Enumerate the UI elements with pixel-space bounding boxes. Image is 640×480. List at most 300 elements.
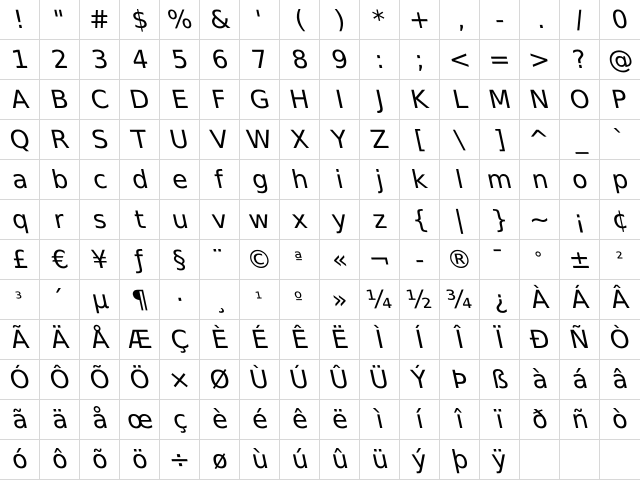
glyph-cell[interactable] <box>360 120 400 160</box>
glyph-cell[interactable] <box>240 40 280 80</box>
glyph-character: © <box>243 245 276 274</box>
glyph-character: E <box>168 85 191 114</box>
glyph-cell[interactable] <box>240 400 280 440</box>
glyph-character: i <box>332 165 347 194</box>
glyph-cell[interactable] <box>320 400 360 440</box>
glyph-cell[interactable] <box>40 280 80 320</box>
glyph-cell[interactable] <box>200 80 240 120</box>
glyph-character: . <box>532 5 547 34</box>
glyph-cell[interactable] <box>520 40 560 80</box>
glyph-cell[interactable] <box>120 360 160 400</box>
glyph-cell[interactable] <box>120 160 160 200</box>
glyph-cell[interactable] <box>560 0 600 40</box>
glyph-character: Æ <box>124 325 155 354</box>
glyph-character: Á <box>567 285 592 314</box>
glyph-character: ² <box>614 249 626 269</box>
glyph-character: J <box>372 85 387 114</box>
glyph-character: S <box>88 125 111 154</box>
glyph-cell[interactable] <box>440 40 480 80</box>
glyph-cell[interactable] <box>360 320 400 360</box>
glyph-character: X <box>287 125 312 154</box>
glyph-character: ¡ <box>571 205 588 234</box>
glyph-cell[interactable] <box>480 40 520 80</box>
glyph-character: Î <box>452 325 467 354</box>
glyph-character: A <box>7 85 32 114</box>
glyph-cell[interactable] <box>200 400 240 440</box>
glyph-character: ï <box>492 405 507 434</box>
glyph-cell[interactable] <box>440 440 480 480</box>
glyph-cell[interactable] <box>160 360 200 400</box>
glyph-cell[interactable] <box>280 440 320 480</box>
glyph-character: Õ <box>86 365 113 394</box>
glyph-character: « <box>328 245 351 274</box>
glyph-cell[interactable] <box>240 160 280 200</box>
glyph-character: " <box>50 5 69 34</box>
glyph-cell[interactable] <box>80 360 120 400</box>
glyph-cell[interactable] <box>40 0 80 40</box>
glyph-cell[interactable] <box>600 400 640 440</box>
glyph-cell[interactable] <box>240 200 280 240</box>
glyph-cell[interactable] <box>0 120 40 160</box>
glyph-cell[interactable] <box>160 200 200 240</box>
glyph-cell[interactable] <box>360 240 400 280</box>
glyph-cell[interactable] <box>200 0 240 40</box>
glyph-character: ç <box>169 405 190 434</box>
glyph-cell[interactable] <box>520 200 560 240</box>
glyph-character: ã <box>8 405 31 434</box>
glyph-cell[interactable] <box>480 440 520 480</box>
glyph-cell[interactable] <box>480 200 520 240</box>
glyph-character: ® <box>443 245 476 274</box>
glyph-cell[interactable] <box>520 0 560 40</box>
glyph-character: Ú <box>287 365 312 394</box>
glyph-cell[interactable] <box>480 320 520 360</box>
glyph-character: f <box>212 165 227 194</box>
glyph-cell[interactable] <box>400 240 440 280</box>
glyph-character: ¢ <box>608 205 632 234</box>
glyph-cell[interactable] <box>80 320 120 360</box>
glyph-cell[interactable] <box>80 120 120 160</box>
glyph-character: ù <box>248 445 271 474</box>
glyph-character: 7 <box>248 45 271 74</box>
glyph-cell[interactable] <box>320 0 360 40</box>
glyph-cell[interactable] <box>440 240 480 280</box>
glyph-character: ( <box>291 5 308 34</box>
glyph-cell[interactable] <box>600 360 640 400</box>
glyph-character: Ý <box>408 365 431 394</box>
glyph-character: T <box>128 125 151 154</box>
glyph-character: õ <box>88 445 111 474</box>
glyph-cell[interactable] <box>320 360 360 400</box>
glyph-cell[interactable] <box>440 0 480 40</box>
glyph-cell[interactable] <box>120 0 160 40</box>
glyph-cell[interactable] <box>560 280 600 320</box>
glyph-character: 8 <box>288 45 311 74</box>
glyph-character: ÷ <box>165 445 194 474</box>
glyph-cell[interactable] <box>280 360 320 400</box>
glyph-cell[interactable] <box>0 0 40 40</box>
glyph-character: ƒ <box>132 245 147 274</box>
glyph-cell[interactable] <box>40 400 80 440</box>
glyph-cell[interactable] <box>80 40 120 80</box>
glyph-cell[interactable] <box>400 0 440 40</box>
glyph-cell[interactable] <box>0 400 40 440</box>
glyph-cell[interactable] <box>440 280 480 320</box>
glyph-cell[interactable] <box>360 80 400 120</box>
glyph-cell[interactable] <box>560 200 600 240</box>
glyph-character: ó <box>8 445 31 474</box>
glyph-character: ¸ <box>210 285 229 314</box>
glyph-cell[interactable] <box>280 160 320 200</box>
glyph-cell[interactable] <box>400 360 440 400</box>
glyph-character: ì <box>372 405 387 434</box>
glyph-cell[interactable] <box>560 320 600 360</box>
glyph-character: ¾ <box>444 285 475 314</box>
glyph-character: j <box>372 165 387 194</box>
glyph-cell[interactable] <box>560 40 600 80</box>
glyph-cell[interactable] <box>160 320 200 360</box>
glyph-character: Ì <box>372 325 387 354</box>
glyph-cell[interactable] <box>320 80 360 120</box>
glyph-cell[interactable] <box>360 440 400 480</box>
glyph-cell[interactable] <box>600 120 640 160</box>
glyph-cell[interactable] <box>400 320 440 360</box>
glyph-cell[interactable] <box>160 80 200 120</box>
glyph-character: è <box>208 405 231 434</box>
glyph-character: À <box>527 285 552 314</box>
glyph-cell[interactable] <box>160 160 200 200</box>
glyph-cell[interactable] <box>400 400 440 440</box>
glyph-character: } <box>488 205 511 234</box>
glyph-cell[interactable] <box>600 320 640 360</box>
glyph-cell[interactable] <box>320 160 360 200</box>
glyph-cell[interactable] <box>480 0 520 40</box>
glyph-cell[interactable] <box>600 40 640 80</box>
glyph-character: ÿ <box>489 445 510 474</box>
glyph-character: * <box>370 5 389 34</box>
glyph-cell[interactable] <box>560 160 600 200</box>
glyph-cell[interactable] <box>240 360 280 400</box>
glyph-character: î <box>452 405 467 434</box>
glyph-cell[interactable] <box>440 160 480 200</box>
glyph-cell[interactable] <box>440 360 480 400</box>
glyph-cell[interactable] <box>40 40 80 80</box>
glyph-character: Ã <box>7 325 32 354</box>
glyph-cell[interactable] <box>480 280 520 320</box>
glyph-cell[interactable] <box>80 80 120 120</box>
glyph-cell[interactable] <box>520 120 560 160</box>
glyph-cell[interactable] <box>600 440 640 480</box>
glyph-cell[interactable] <box>280 40 320 80</box>
glyph-cell[interactable] <box>0 40 40 80</box>
glyph-cell[interactable] <box>400 80 440 120</box>
glyph-character: ] <box>491 125 508 154</box>
glyph-character: { <box>408 205 431 234</box>
glyph-cell[interactable] <box>0 80 40 120</box>
glyph-cell[interactable] <box>320 320 360 360</box>
glyph-character: á <box>568 365 591 394</box>
glyph-character: ë <box>328 405 351 434</box>
glyph-character: c <box>89 165 110 194</box>
glyph-cell[interactable] <box>360 0 400 40</box>
glyph-cell[interactable] <box>40 440 80 480</box>
glyph-cell[interactable] <box>80 200 120 240</box>
glyph-cell[interactable] <box>280 280 320 320</box>
glyph-character: Ç <box>167 325 192 354</box>
glyph-cell[interactable] <box>400 200 440 240</box>
glyph-cell[interactable] <box>440 320 480 360</box>
glyph-character: 6 <box>208 45 231 74</box>
glyph-cell[interactable] <box>0 440 40 480</box>
glyph-cell[interactable] <box>520 160 560 200</box>
glyph-cell[interactable] <box>160 240 200 280</box>
glyph-cell[interactable] <box>120 240 160 280</box>
glyph-cell[interactable] <box>200 40 240 80</box>
glyph-cell[interactable] <box>480 160 520 200</box>
glyph-cell[interactable] <box>560 360 600 400</box>
glyph-cell[interactable] <box>120 120 160 160</box>
glyph-cell[interactable] <box>120 40 160 80</box>
glyph-cell[interactable] <box>160 0 200 40</box>
glyph-cell[interactable] <box>0 240 40 280</box>
glyph-character: ß <box>488 365 511 394</box>
glyph-cell[interactable] <box>560 400 600 440</box>
glyph-cell[interactable] <box>200 240 240 280</box>
glyph-cell[interactable] <box>520 240 560 280</box>
glyph-character: ¿ <box>489 285 510 314</box>
glyph-character: Ï <box>492 325 507 354</box>
glyph-cell[interactable] <box>80 0 120 40</box>
glyph-cell[interactable] <box>120 280 160 320</box>
glyph-cell[interactable] <box>40 120 80 160</box>
glyph-cell[interactable] <box>600 280 640 320</box>
glyph-character: m <box>484 165 515 194</box>
glyph-cell[interactable] <box>400 120 440 160</box>
glyph-cell[interactable] <box>520 320 560 360</box>
glyph-character: ð <box>528 405 551 434</box>
glyph-cell[interactable] <box>40 80 80 120</box>
glyph-character: £ <box>8 245 31 274</box>
glyph-character: ¯ <box>490 245 509 274</box>
glyph-character: ¨ <box>210 245 229 274</box>
glyph-cell[interactable] <box>560 440 600 480</box>
glyph-character: þ <box>448 445 471 474</box>
glyph-cell[interactable] <box>80 160 120 200</box>
glyph-cell[interactable] <box>480 240 520 280</box>
glyph-cell[interactable] <box>400 160 440 200</box>
glyph-cell[interactable] <box>240 120 280 160</box>
glyph-cell[interactable] <box>520 440 560 480</box>
glyph-character: L <box>449 85 470 114</box>
glyph-character: e <box>168 165 191 194</box>
glyph-cell[interactable] <box>520 80 560 120</box>
glyph-cell[interactable] <box>400 440 440 480</box>
glyph-cell[interactable] <box>160 280 200 320</box>
glyph-character: - <box>491 5 508 34</box>
glyph-character: Ò <box>607 325 633 354</box>
glyph-cell[interactable] <box>280 400 320 440</box>
glyph-cell[interactable] <box>400 280 440 320</box>
glyph-cell[interactable] <box>160 120 200 160</box>
glyph-cell[interactable] <box>160 440 200 480</box>
glyph-character: Û <box>327 365 352 394</box>
glyph-character: h <box>288 165 311 194</box>
glyph-cell[interactable] <box>200 160 240 200</box>
glyph-cell[interactable] <box>0 200 40 240</box>
glyph-cell[interactable] <box>120 400 160 440</box>
glyph-cell[interactable] <box>200 280 240 320</box>
glyph-character: ä <box>48 405 71 434</box>
glyph-cell[interactable] <box>160 400 200 440</box>
glyph-cell[interactable] <box>120 320 160 360</box>
glyph-cell[interactable] <box>200 320 240 360</box>
glyph-cell[interactable] <box>160 40 200 80</box>
glyph-cell[interactable] <box>320 40 360 80</box>
glyph-cell[interactable] <box>120 200 160 240</box>
glyph-character: â <box>609 365 631 394</box>
glyph-cell[interactable] <box>600 80 640 120</box>
glyph-character: Y <box>328 125 351 154</box>
glyph-character: H <box>287 85 312 114</box>
glyph-cell[interactable] <box>520 400 560 440</box>
glyph-cell[interactable] <box>240 320 280 360</box>
glyph-cell[interactable] <box>600 160 640 200</box>
glyph-cell[interactable] <box>280 0 320 40</box>
glyph-character: ^ <box>525 125 554 154</box>
glyph-cell[interactable] <box>240 240 280 280</box>
glyph-cell[interactable] <box>40 160 80 200</box>
glyph-cell[interactable] <box>0 320 40 360</box>
glyph-character: Ó <box>6 365 33 394</box>
glyph-character: Í <box>412 325 427 354</box>
glyph-character: 5 <box>168 45 191 74</box>
glyph-cell[interactable] <box>80 240 120 280</box>
glyph-cell[interactable] <box>200 200 240 240</box>
glyph-cell[interactable] <box>320 120 360 160</box>
glyph-cell[interactable] <box>360 40 400 80</box>
glyph-cell[interactable] <box>280 320 320 360</box>
glyph-character: × <box>165 365 194 394</box>
glyph-character: w <box>246 205 273 234</box>
glyph-cell[interactable] <box>440 200 480 240</box>
glyph-character: t <box>131 205 148 234</box>
glyph-cell[interactable] <box>360 400 400 440</box>
glyph-cell[interactable] <box>360 280 400 320</box>
glyph-cell[interactable] <box>560 240 600 280</box>
glyph-cell[interactable] <box>80 440 120 480</box>
glyph-character: Ä <box>47 325 72 354</box>
glyph-character: _ <box>570 125 589 154</box>
glyph-character: s <box>89 205 110 234</box>
glyph-character: 9 <box>328 45 351 74</box>
glyph-cell[interactable] <box>280 240 320 280</box>
glyph-character: ¶ <box>128 285 151 314</box>
glyph-character: € <box>48 245 71 274</box>
glyph-character: b <box>48 165 71 194</box>
glyph-character: ò <box>609 405 631 434</box>
glyph-cell[interactable] <box>280 120 320 160</box>
glyph-character: N <box>527 85 552 114</box>
glyph-cell[interactable] <box>320 280 360 320</box>
glyph-cell[interactable] <box>320 240 360 280</box>
glyph-character: ú <box>288 445 311 474</box>
glyph-cell[interactable] <box>440 400 480 440</box>
glyph-character: ô <box>48 445 71 474</box>
glyph-cell[interactable] <box>360 160 400 200</box>
glyph-cell[interactable] <box>600 0 640 40</box>
glyph-cell[interactable] <box>280 80 320 120</box>
glyph-cell[interactable] <box>480 400 520 440</box>
glyph-character: U <box>167 125 192 154</box>
glyph-cell[interactable] <box>320 200 360 240</box>
glyph-cell[interactable] <box>40 320 80 360</box>
glyph-character: ¥ <box>88 245 111 274</box>
glyph-cell[interactable] <box>200 440 240 480</box>
glyph-cell[interactable] <box>40 200 80 240</box>
glyph-character: ö <box>128 445 151 474</box>
glyph-cell[interactable] <box>40 360 80 400</box>
glyph-cell[interactable] <box>320 440 360 480</box>
glyph-cell[interactable] <box>440 120 480 160</box>
glyph-cell[interactable] <box>0 280 40 320</box>
glyph-character: < <box>445 45 474 74</box>
glyph-character: r <box>51 205 68 234</box>
glyph-cell[interactable] <box>0 160 40 200</box>
glyph-cell[interactable] <box>520 360 560 400</box>
glyph-character: ¹ <box>253 289 265 309</box>
glyph-cell[interactable] <box>360 200 400 240</box>
glyph-cell[interactable] <box>120 80 160 120</box>
glyph-cell[interactable] <box>600 200 640 240</box>
glyph-cell[interactable] <box>240 80 280 120</box>
glyph-cell[interactable] <box>600 240 640 280</box>
glyph-cell[interactable] <box>200 120 240 160</box>
glyph-cell[interactable] <box>400 40 440 80</box>
glyph-cell[interactable] <box>280 200 320 240</box>
glyph-cell[interactable] <box>480 360 520 400</box>
glyph-character: 3 <box>88 45 111 74</box>
glyph-character: R <box>47 125 72 154</box>
glyph-character: o <box>568 165 591 194</box>
glyph-cell[interactable] <box>240 280 280 320</box>
glyph-character: 0 <box>608 5 632 34</box>
glyph-cell[interactable] <box>560 80 600 120</box>
glyph-character: , <box>452 5 467 34</box>
glyph-character: º <box>293 289 306 309</box>
glyph-character: Þ <box>448 365 471 394</box>
glyph-character: ´ <box>50 285 69 314</box>
glyph-cell[interactable] <box>80 280 120 320</box>
glyph-character: Ü <box>367 365 392 394</box>
glyph-cell[interactable] <box>360 360 400 400</box>
glyph-cell[interactable] <box>240 0 280 40</box>
glyph-character: / <box>572 5 587 34</box>
glyph-cell[interactable] <box>120 440 160 480</box>
glyph-cell[interactable] <box>520 280 560 320</box>
glyph-cell[interactable] <box>40 240 80 280</box>
glyph-cell[interactable] <box>480 80 520 120</box>
glyph-cell[interactable] <box>560 120 600 160</box>
glyph-character: É <box>248 325 271 354</box>
glyph-cell[interactable] <box>0 360 40 400</box>
glyph-character: ø <box>208 445 231 474</box>
glyph-cell[interactable] <box>80 400 120 440</box>
glyph-character: a <box>8 165 31 194</box>
glyph-cell[interactable] <box>440 80 480 120</box>
glyph-cell[interactable] <box>240 440 280 480</box>
glyph-cell[interactable] <box>480 120 520 160</box>
glyph-cell[interactable] <box>200 360 240 400</box>
